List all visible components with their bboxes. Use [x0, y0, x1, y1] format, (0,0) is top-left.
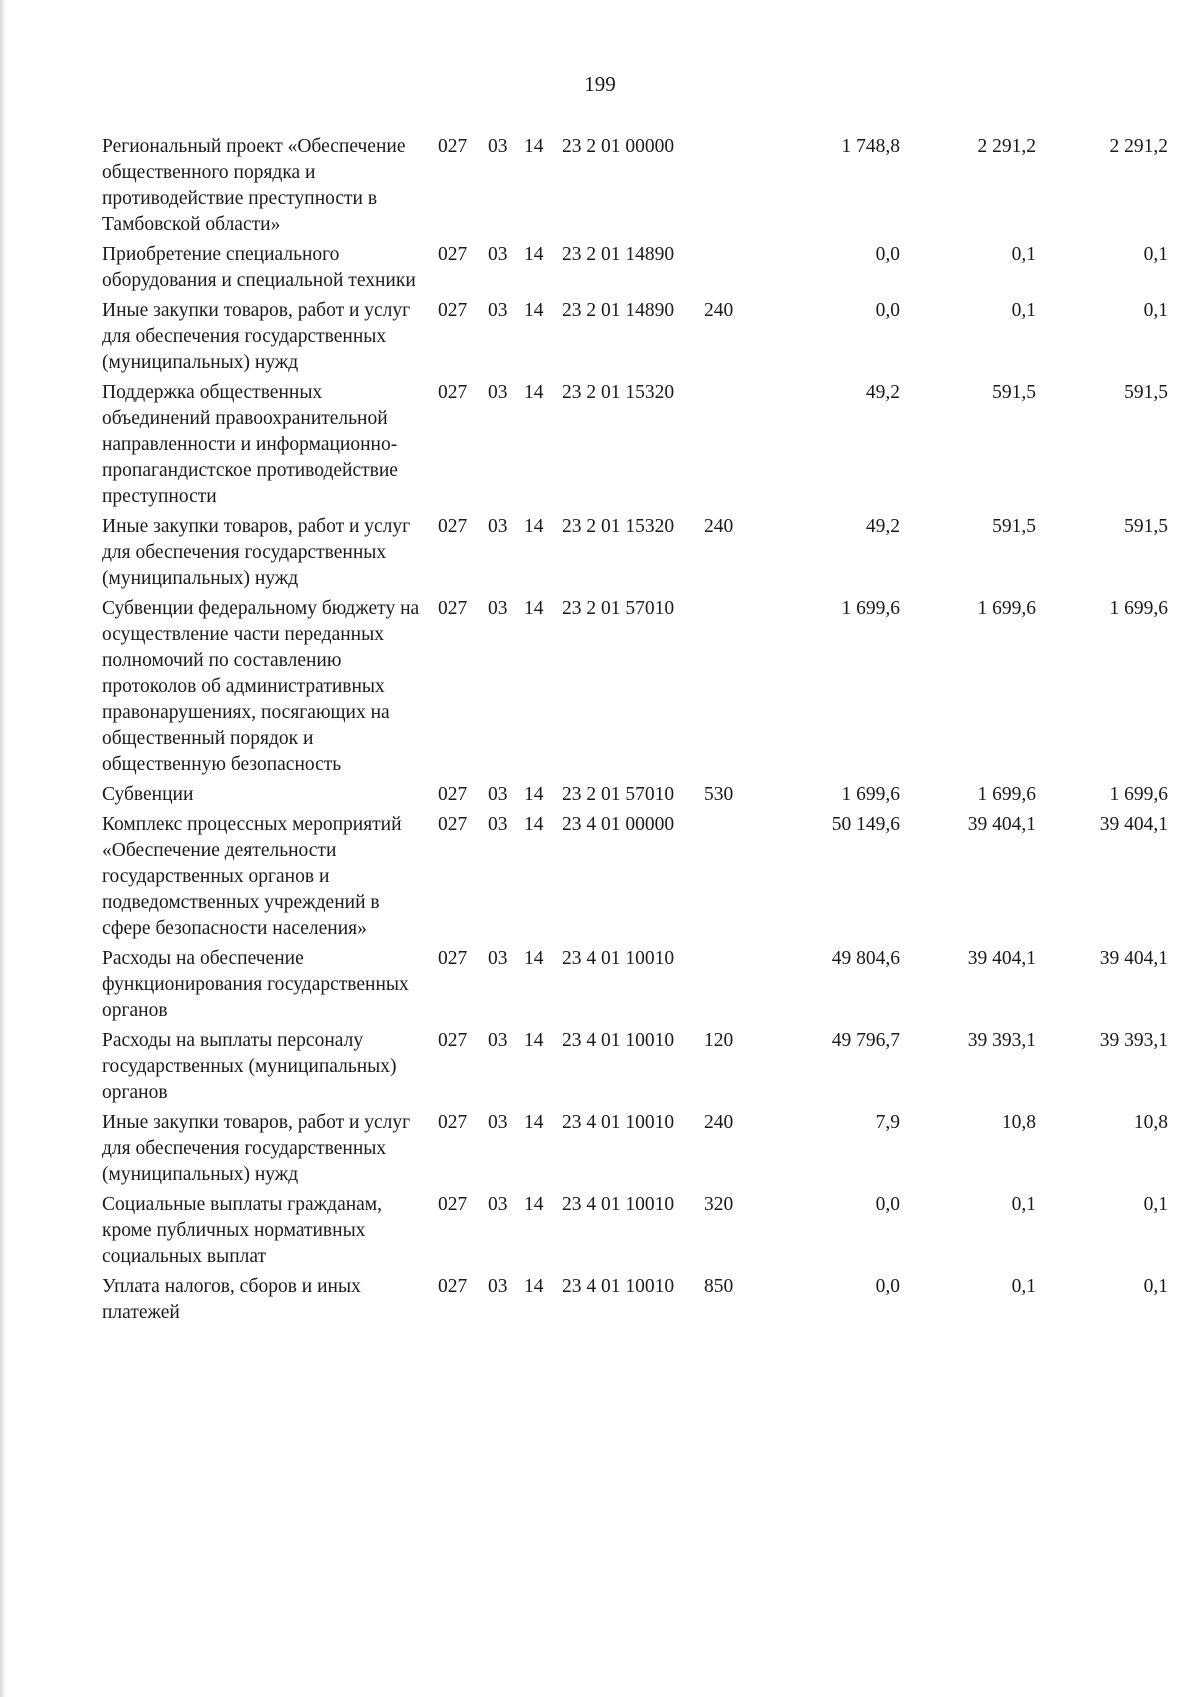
row-target-article: 23 2 01 15320: [562, 516, 675, 537]
row-subsection-code: 14: [524, 1030, 544, 1051]
row-section-code: 03: [488, 1112, 508, 1133]
row-section-code: 03: [488, 948, 508, 969]
row-amount-year-2: 591,5: [992, 382, 1036, 403]
row-amount-year-3: 39 404,1: [1099, 948, 1168, 969]
row-section-code: 03: [488, 516, 508, 537]
row-section-code: 03: [488, 598, 508, 619]
row-expense-type: [698, 134, 752, 242]
row-amount-year-3: 1 699,6: [1109, 598, 1168, 619]
row-amount-year-1: 0,0: [875, 1194, 900, 1215]
row-subsection-code: 14: [524, 516, 544, 537]
row-amount-year-3: 2 291,2: [1109, 136, 1168, 157]
row-amount-year-2: 0,1: [1011, 300, 1036, 321]
row-target-article: 23 2 01 57010: [562, 598, 675, 619]
row-expense-type: [698, 380, 752, 514]
row-amount-year-2: 591,5: [992, 516, 1036, 537]
row-amount-year-3: 591,5: [1124, 382, 1168, 403]
row-expense-type: 850: [704, 1276, 734, 1297]
row-name: Расходы на выплаты персоналу государственных (муниципальных) органов: [102, 1030, 397, 1103]
row-expense-type: [698, 946, 752, 1028]
row-name: Социальные выплаты гражданам, кроме публичных нормативных социальных выплат: [102, 1194, 383, 1267]
row-ministry-code: 027: [438, 948, 468, 969]
row-ministry-code: 027: [438, 300, 468, 321]
row-expense-type: 530: [704, 784, 734, 805]
row-section-code: 03: [488, 1276, 508, 1297]
row-amount-year-3: 10,8: [1133, 1112, 1168, 1133]
row-target-article: 23 2 01 57010: [562, 784, 675, 805]
row-target-article: 23 4 01 10010: [562, 1030, 675, 1051]
budget-table: [102, 134, 1168, 1330]
budget-table-body: [102, 134, 1168, 1330]
row-amount-year-1: 7,9: [875, 1112, 900, 1133]
row-subsection-code: 14: [524, 598, 544, 619]
row-amount-year-2: 1 699,6: [977, 598, 1036, 619]
row-amount-year-2: 1 699,6: [977, 784, 1036, 805]
row-expense-type: [698, 242, 752, 298]
row-section-code: 03: [488, 244, 508, 265]
table-row: [102, 380, 1168, 514]
row-amount-year-3: 0,1: [1143, 244, 1168, 265]
row-ministry-code: 027: [438, 1030, 468, 1051]
row-subsection-code: 14: [524, 814, 544, 835]
row-target-article: 23 4 01 00000: [562, 814, 675, 835]
row-amount-year-3: 1 699,6: [1109, 784, 1168, 805]
row-expense-type: 320: [704, 1194, 734, 1215]
row-amount-year-3: 591,5: [1124, 516, 1168, 537]
row-amount-year-2: 39 393,1: [967, 1030, 1036, 1051]
row-target-article: 23 4 01 10010: [562, 1276, 675, 1297]
row-amount-year-2: 0,1: [1011, 1276, 1036, 1297]
row-amount-year-1: 0,0: [875, 244, 900, 265]
row-section-code: 03: [488, 784, 508, 805]
row-amount-year-2: 39 404,1: [967, 948, 1036, 969]
table-row: [102, 1274, 1168, 1330]
row-target-article: 23 4 01 10010: [562, 1194, 675, 1215]
row-ministry-code: 027: [438, 136, 468, 157]
row-section-code: 03: [488, 1194, 508, 1215]
scan-edge-shadow: [0, 0, 6, 1697]
row-amount-year-1: 49 796,7: [831, 1030, 900, 1051]
row-expense-type: 240: [704, 1112, 734, 1133]
table-row: [102, 812, 1168, 946]
row-amount-year-3: 0,1: [1143, 1276, 1168, 1297]
row-expense-type: [698, 812, 752, 946]
row-name: Приобретение специального оборудования и специальной техники: [102, 244, 416, 291]
row-expense-type: 120: [704, 1030, 734, 1051]
row-amount-year-3: 39 404,1: [1099, 814, 1168, 835]
row-ministry-code: 027: [438, 814, 468, 835]
row-amount-year-3: 0,1: [1143, 300, 1168, 321]
row-amount-year-1: 49 804,6: [831, 948, 900, 969]
row-expense-type: 240: [704, 516, 734, 537]
row-expense-type: 240: [704, 300, 734, 321]
row-name: Уплата налогов, сборов и иных платежей: [102, 1276, 361, 1323]
row-section-code: 03: [488, 300, 508, 321]
row-target-article: 23 2 01 14890: [562, 300, 675, 321]
row-amount-year-1: 49,2: [865, 382, 900, 403]
row-name: Поддержка общественных объединений правоохранительной направленности и информационно-пропагандистское противодействие преступности: [102, 382, 398, 507]
row-amount-year-1: 1 699,6: [841, 784, 900, 805]
row-target-article: 23 2 01 14890: [562, 244, 675, 265]
table-row: [102, 514, 1168, 596]
table-row: [102, 1028, 1168, 1110]
row-amount-year-2: 2 291,2: [977, 136, 1036, 157]
row-subsection-code: 14: [524, 1194, 544, 1215]
row-expense-type: [698, 596, 752, 782]
row-amount-year-2: 10,8: [1001, 1112, 1036, 1133]
row-amount-year-1: 1 699,6: [841, 598, 900, 619]
row-ministry-code: 027: [438, 516, 468, 537]
table-row: [102, 596, 1168, 782]
row-ministry-code: 027: [438, 1194, 468, 1215]
row-ministry-code: 027: [438, 1112, 468, 1133]
row-ministry-code: 027: [438, 382, 468, 403]
table-row: [102, 134, 1168, 242]
row-name: Иные закупки товаров, работ и услуг для обеспечения государственных (муниципальных) нужд: [102, 1112, 411, 1185]
row-subsection-code: 14: [524, 300, 544, 321]
row-amount-year-1: 0,0: [875, 1276, 900, 1297]
row-ministry-code: 027: [438, 598, 468, 619]
row-subsection-code: 14: [524, 244, 544, 265]
row-section-code: 03: [488, 1030, 508, 1051]
row-subsection-code: 14: [524, 136, 544, 157]
row-subsection-code: 14: [524, 382, 544, 403]
table-row: [102, 946, 1168, 1028]
row-target-article: 23 4 01 10010: [562, 1112, 675, 1133]
row-name: Иные закупки товаров, работ и услуг для обеспечения государственных (муниципальных) нужд: [102, 516, 411, 589]
row-section-code: 03: [488, 814, 508, 835]
row-amount-year-3: 39 393,1: [1099, 1030, 1168, 1051]
table-row: [102, 1192, 1168, 1274]
row-subsection-code: 14: [524, 1276, 544, 1297]
row-ministry-code: 027: [438, 244, 468, 265]
row-section-code: 03: [488, 136, 508, 157]
row-amount-year-1: 49,2: [865, 516, 900, 537]
row-subsection-code: 14: [524, 948, 544, 969]
table-row: [102, 782, 1168, 812]
row-amount-year-1: 0,0: [875, 300, 900, 321]
page-number: 199: [584, 72, 616, 96]
row-target-article: 23 2 01 15320: [562, 382, 675, 403]
row-name: Субвенции федеральному бюджету на осуществление части переданных полномочий по составлению протоколов об административных правонарушениях, посягающих на общественный порядок и общественную безопасность: [102, 598, 420, 775]
row-ministry-code: 027: [438, 784, 468, 805]
table-row: [102, 1110, 1168, 1192]
row-amount-year-1: 1 748,8: [841, 136, 900, 157]
row-name: Региональный проект «Обеспечение общественного порядка и противодействие преступности в Тамбовской области»: [102, 136, 406, 235]
row-section-code: 03: [488, 382, 508, 403]
row-name: Иные закупки товаров, работ и услуг для обеспечения государственных (муниципальных) нужд: [102, 300, 411, 373]
row-amount-year-1: 50 149,6: [831, 814, 900, 835]
row-target-article: 23 4 01 10010: [562, 948, 675, 969]
row-name: Субвенции: [102, 784, 194, 805]
row-amount-year-2: 0,1: [1011, 244, 1036, 265]
row-subsection-code: 14: [524, 784, 544, 805]
table-row: [102, 298, 1168, 380]
table-row: [102, 242, 1168, 298]
row-subsection-code: 14: [524, 1112, 544, 1133]
row-amount-year-2: 0,1: [1011, 1194, 1036, 1215]
row-name: Расходы на обеспечение функционирования государственных органов: [102, 948, 409, 1021]
row-amount-year-2: 39 404,1: [967, 814, 1036, 835]
row-target-article: 23 2 01 00000: [562, 136, 675, 157]
row-name: Комплекс процессных мероприятий «Обеспечение деятельности государственных органов и подведомственных учреждений в сфере безопасности населения»: [102, 814, 402, 939]
row-amount-year-3: 0,1: [1143, 1194, 1168, 1215]
row-ministry-code: 027: [438, 1276, 468, 1297]
